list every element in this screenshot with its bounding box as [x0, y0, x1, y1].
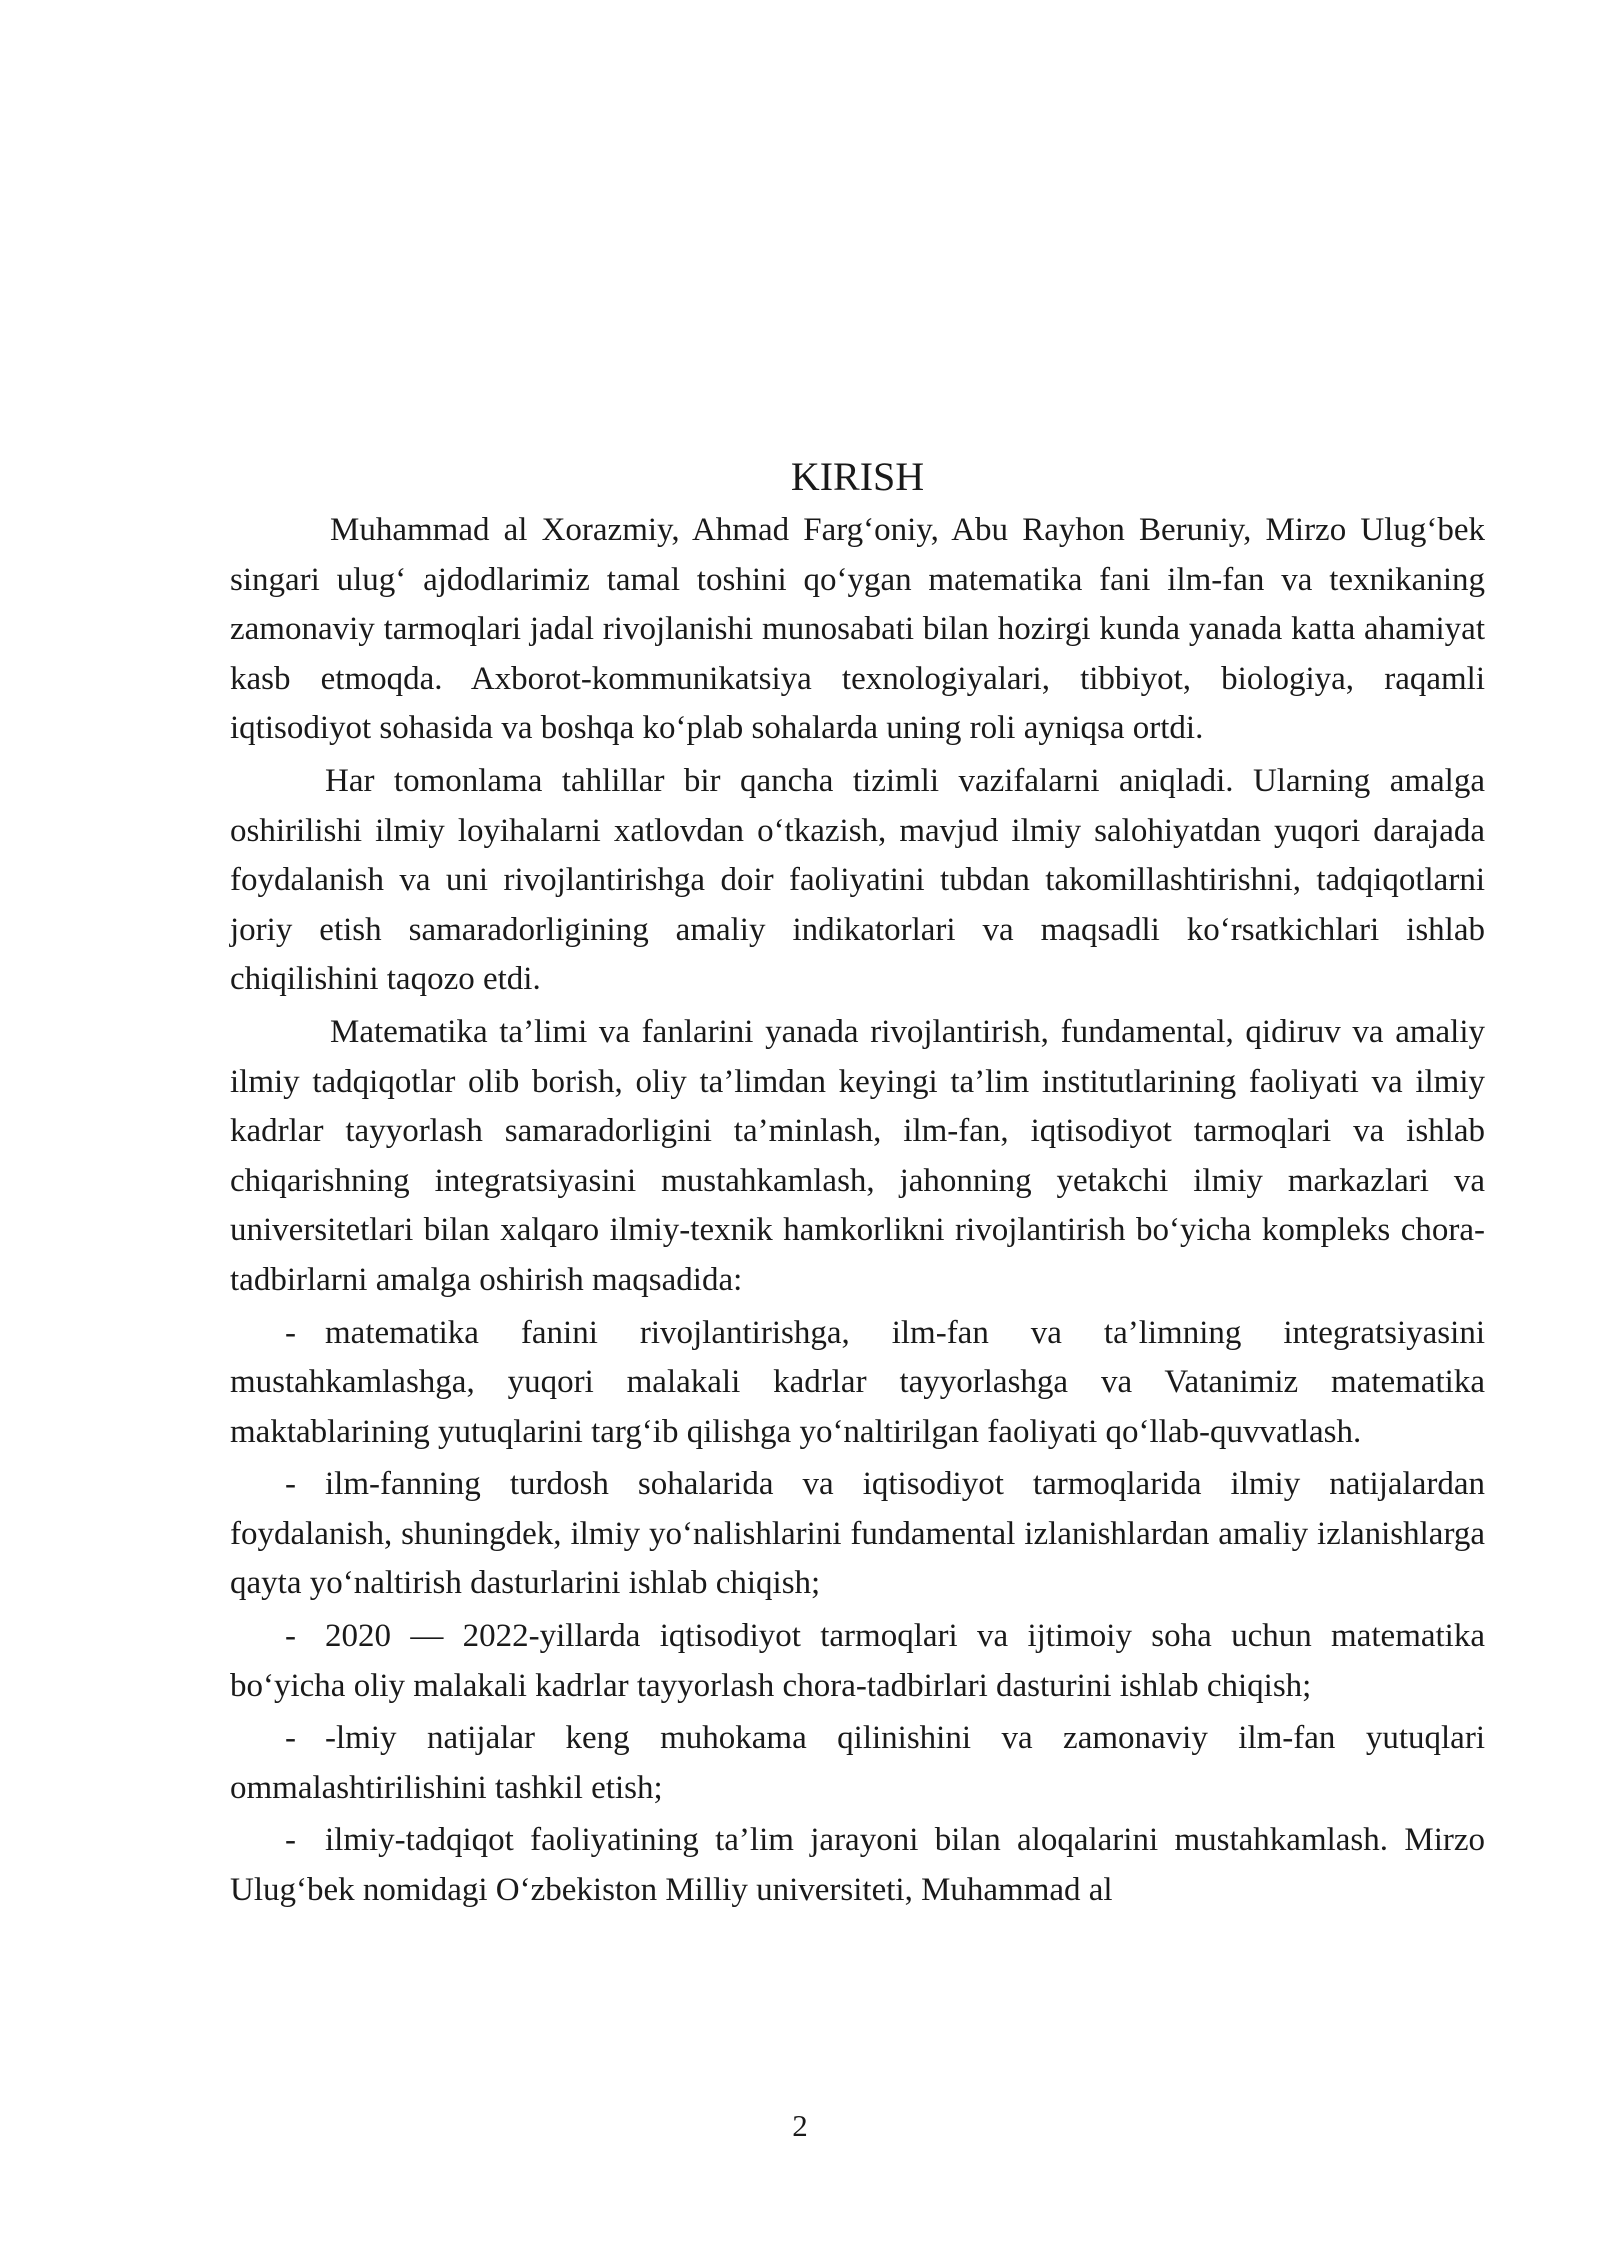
document-body — [230, 506, 1485, 1916]
page-number: 2 — [792, 2108, 808, 2143]
list-item-2 — [230, 1460, 1485, 1609]
list-item-text: 2020 — 2022-yillarda iqtisodiyot tarmoqlari va ijtimoiy soha uchun matematika bo‘yicha oliy malakali kadrlar tayyorlash chora-tadbirlari dasturini ishlab chiqish; — [230, 1618, 1485, 1704]
section-heading: KIRISH — [790, 454, 925, 499]
paragraph-3: Matematika ta’limi va fanlarini yanada rivojlantirish, fundamental, qidiruv va amaliy ilmiy tadqiqotlar olib borish, oliy ta’limdan keyingi ta’lim institutlarining faoliyati va ilmiy kadrlar tayyorlash samaradorligini ta’minlash, ilm-fan, iqtisodiyot tarmoqlari va ishlab chiqarishning integratsiyasini mustahkamlash, jahonning yetakchi ilmiy markazlari va universitetlari bilan xalqaro ilmiy-texnik hamkorlikni rivojlantirish bo‘yicha kompleks chora-tadbirlarni amalga oshirish maqsadida: — [230, 1013, 1485, 1298]
list-dash: - — [285, 1466, 296, 1503]
paragraph-2: Har tomonlama tahlillar bir qancha tizimli vazifalarni aniqladi. Ularning amalga oshirilishi ilmiy loyihalarni xatlovdan o‘tkazish, mavjud ilmiy salohiyatdan yuqori darajada foydalanish va uni rivojlantirishga doir faoliyatini tubdan takomillashtirishni, tadqiqotlarni joriy etish samaradorligining amaliy indikatorlari va maqsadli ko‘rsatkichlari ishlab chiqilishini taqozo etdi. — [230, 762, 1485, 998]
list-item-text: ilm-fanning turdosh sohalarida va iqtisodiyot tarmoqlarida ilmiy natijalardan foydalanish, shuningdek, ilmiy yo‘nalishlarini fundamental izlanishlardan amaliy izlanishlarga qayta yo‘naltirish dasturlarini ishlab chiqish; — [230, 1466, 1485, 1602]
list-item-1 — [230, 1309, 1485, 1458]
list-dash: - — [285, 1720, 296, 1757]
list-item-4 — [230, 1714, 1485, 1813]
list-item-text: matematika fanini rivojlantirishga, ilm-fan va ta’limning integratsiyasini mustahkamlashga, yuqori malakali kadrlar tayyorlashga va Vatanimiz matematika maktablarining yutuqlarini targ‘ib qilishga yo‘naltirilgan faoliyati qo‘llab-quvvatlash. — [230, 1314, 1485, 1450]
list-item-5 — [230, 1816, 1485, 1915]
paragraph-1: Muhammad al Xorazmiy, Ahmad Farg‘oniy, Abu Rayhon Beruniy, Mirzo Ulug‘bek singari ulug‘ ajdodlarimiz tamal toshini qo‘ygan matematika fani ilm-fan va texnikaning zamonaviy tarmoqlari jadal rivojlanishi munosabati bilan hozirgi kunda yanada katta ahamiyat kasb etmoqda. Axborot-kommunikatsiya texnologiyalari, tibbiyot, biologiya, raqamli iqtisodiyot sohasida va boshqa ko‘plab sohalarda uning roli ayniqsa ortdi. — [230, 512, 1485, 747]
list-dash: - — [285, 1314, 296, 1351]
list-dash: - — [285, 1618, 296, 1655]
list-item-3 — [230, 1612, 1485, 1711]
list-item-text: ilmiy-tadqiqot faoliyatining ta’lim jarayoni bilan aloqalarini mustahkamlash. Mirzo Ulug‘bek nomidagi O‘zbekiston Milliy universiteti, Muhammad al — [230, 1822, 1485, 1909]
list-item-text: -lmiy natijalar keng muhokama qilinishini va zamonaviy ilm-fan yutuqlari ommalashtirilishini tashkil etish; — [230, 1720, 1485, 1806]
list-dash: - — [285, 1822, 296, 1859]
